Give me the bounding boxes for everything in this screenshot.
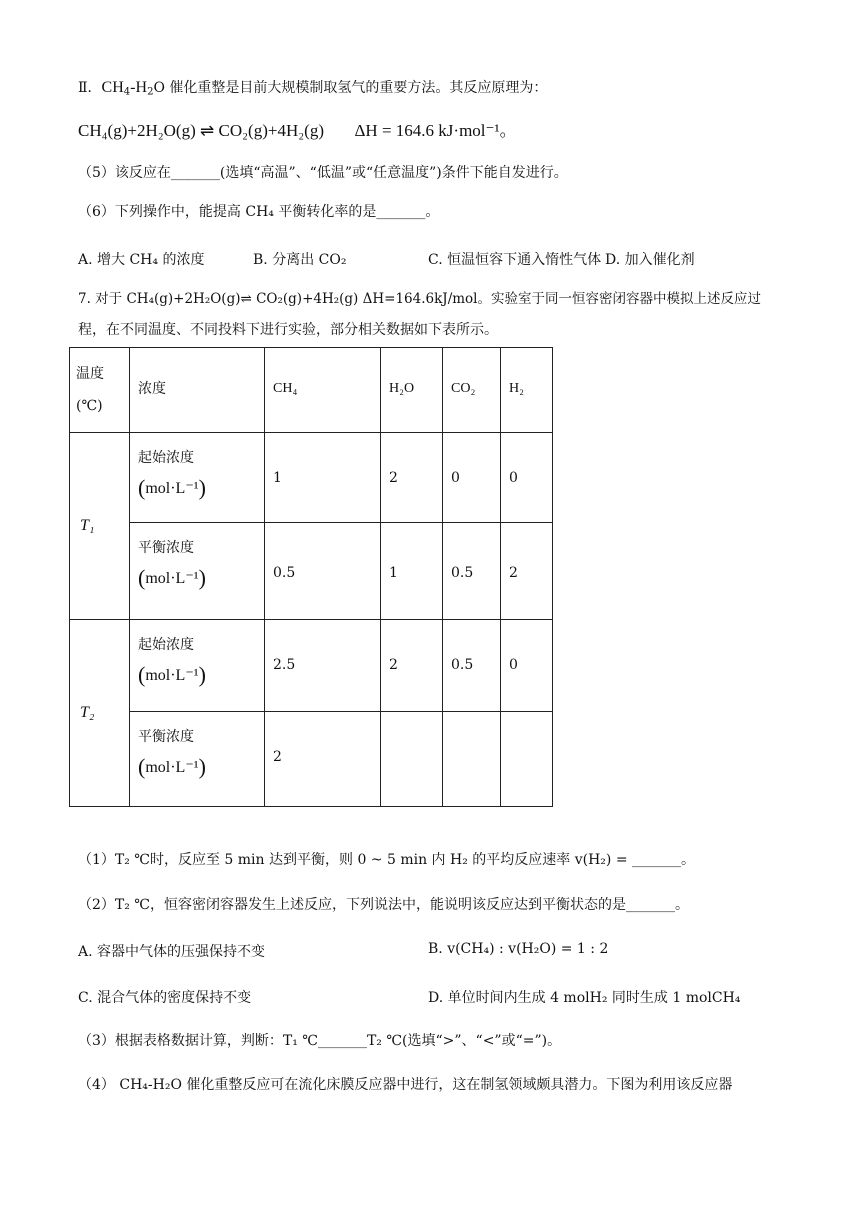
cell-h2: 2 [501,523,553,620]
header-temp-unit: (℃) [76,398,103,414]
table-row [70,433,553,523]
q6-option-d: D. 加入催化剂 [605,252,695,268]
cell-h2 [501,712,553,807]
unit-text: mol·L⁻¹ [145,480,199,497]
row-label-text: 起始浓度 [138,637,194,653]
sub2-option-b: B. v(CH₄) : v(H₂O) = 1 : 2 [428,941,609,957]
sub-question-3: （3）根据表格数据计算，判断：T₁ ℃_______T₂ ℃(选填“>”、“<”或“=”)。 [78,1033,562,1049]
header-concentration: 浓度 [130,348,265,433]
table-row [70,523,553,620]
concentration-table [69,347,553,807]
row-label-text: 平衡浓度 [138,540,194,556]
sub-question-1: （1）T₂ ℃时，反应至 5 min 达到平衡，则 0 ~ 5 min 内 H₂ 的平均反应速率 v(H₂) = _______。 [78,852,696,868]
q6-option-a: A. 增大 CH₄ 的浓度 [78,252,205,268]
sub2-option-d: D. 单位时间内生成 4 molH₂ 同时生成 1 molCH₄ [428,990,741,1006]
header-h2o: H₂O [381,348,443,433]
group-t2: T₂ [70,620,130,807]
intro-formula-ch: CH [101,79,124,96]
intro-text: O 催化重整是目前大规模制取氢气的重要方法。其反应原理为： [153,80,548,96]
equation-rhs: CO₂(g)+4H₂(g) [218,121,324,140]
cell-co2: 0.5 [443,523,501,620]
cell-h2o: 2 [381,433,443,523]
group-t1: T₁ [70,433,130,620]
row-label: 平衡浓度 (mol·L⁻¹) [130,523,265,620]
cell-co2 [443,712,501,807]
q6-option-b: B. 分离出 CO₂ [253,252,347,268]
table-header-row [70,348,553,433]
cell-h2: 0 [501,433,553,523]
cell-h2o: 1 [381,523,443,620]
sub2-option-a: A. 容器中气体的压强保持不变 [78,944,266,960]
question-6: （6）下列操作中，能提高 CH₄ 平衡转化率的是_______。 [78,204,440,220]
equilibrium-arrow-icon: ⇌ [200,121,215,140]
unit-text: mol·L⁻¹ [145,759,199,776]
question-7-line1: 7. 对于 CH₄(g)+2H₂O(g)⇌ CO₂(g)+4H₂(g) ΔH=164.6kJ/mol。实验室于同一恒容密闭容器中模拟上述反应过 [78,291,761,307]
section-intro: Ⅱ．$CH_4-H_2O$ 催化重整是目前大规模制取氢气的重要方法。其反应原理为： [78,79,548,98]
row-label: 平衡浓度 (mol·L⁻¹) [130,712,265,807]
cell-h2: 0 [501,620,553,712]
header-ch4: CH₄ [265,348,381,433]
sub-question-4: （4） CH₄-H₂O 催化重整反应可在流化床膜反应器中进行，这在制氢领域颇具潜力。下图为利用该反应器 [78,1077,733,1093]
table-row [70,712,553,807]
question-7-line2: 程，在不同温度、不同投料下进行实验，部分相关数据如下表所示。 [78,322,498,338]
cell-ch4: 1 [265,433,381,523]
sub2-option-c: C. 混合气体的密度保持不变 [78,990,252,1006]
cell-ch4: 2 [265,712,381,807]
row-label: 起始浓度 (mol·L⁻¹) [130,620,265,712]
cell-co2: 0 [443,433,501,523]
roman-numeral: Ⅱ． [78,80,102,96]
sub-question-2: （2）T₂ ℃，恒容密闭容器发生上述反应，下列说法中，能说明该反应达到平衡状态的是_______。 [78,897,689,913]
intro-formula-h: -H [130,79,148,96]
q6-option-c: C. 恒温恒容下通入惰性气体 [428,252,602,268]
reaction-equation [78,122,517,140]
cell-h2o: 2 [381,620,443,712]
unit-text: mol·L⁻¹ [145,667,199,684]
header-h2: H₂ [501,348,553,433]
cell-ch4: 2.5 [265,620,381,712]
header-co2: CO₂ [443,348,501,433]
row-label-text: 起始浓度 [138,450,194,466]
equation-dh: ΔH = 164.6 kJ·mol⁻¹。 [354,121,517,140]
header-temp-label: 温度 [76,366,104,382]
equation-lhs: CH₄(g)+2H₂O(g) [78,121,196,140]
unit-text: mol·L⁻¹ [145,570,199,587]
table-row [70,620,553,712]
cell-co2: 0.5 [443,620,501,712]
question-5: （5）该反应在_______(选填“高温”、“低温”或“任意温度”)条件下能自发进行。 [78,165,568,181]
cell-h2o [381,712,443,807]
cell-ch4: 0.5 [265,523,381,620]
row-label: 起始浓度 (mol·L⁻¹) [130,433,265,523]
header-temperature [70,348,130,433]
row-label-text: 平衡浓度 [138,729,194,745]
